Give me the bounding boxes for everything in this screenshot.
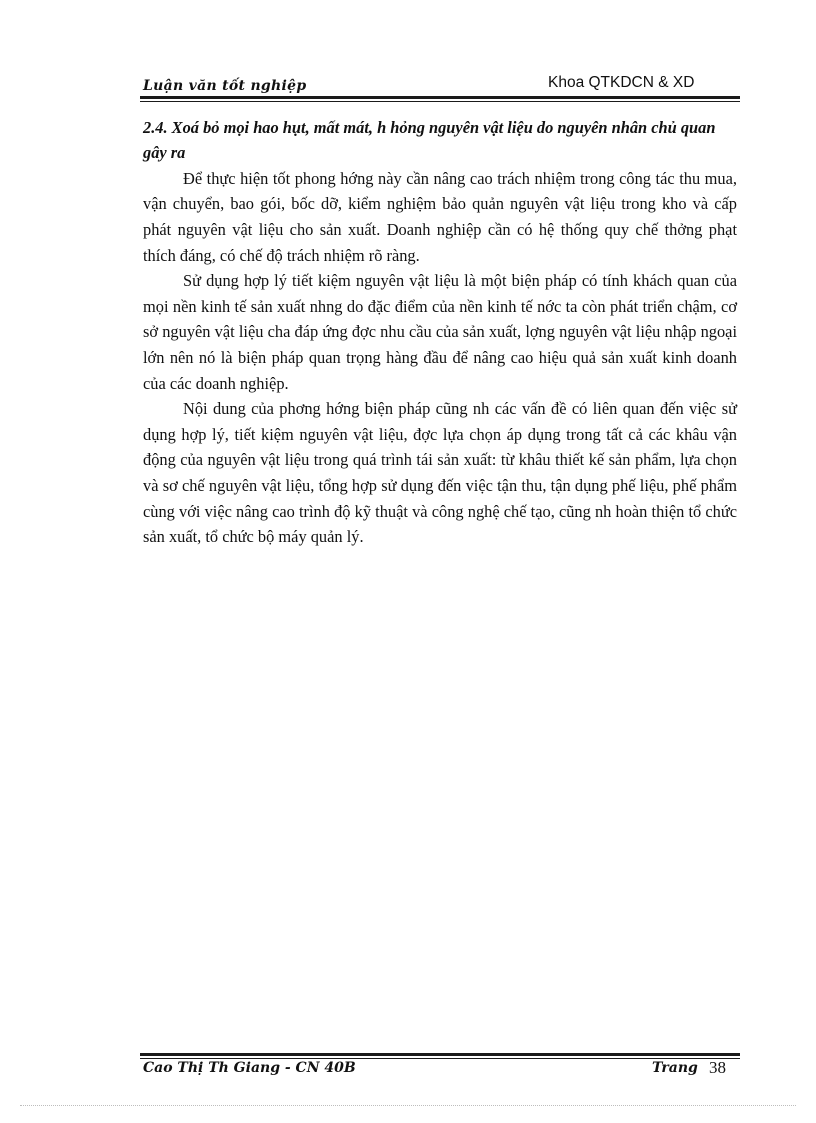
section-title: 2.4. Xoá bỏ mọi hao hụt, mất mát, h hỏng nguyên vật liệu do nguyên nhân chủ quan gây ra: [143, 118, 716, 163]
page-bottom-divider: [20, 1105, 796, 1106]
footer-page-label: Trang: [652, 1060, 698, 1076]
footer-rule-thick: [140, 1053, 740, 1056]
header-thesis-label: Luận văn tốt nghiệp: [143, 78, 307, 94]
header-rule-thick: [140, 96, 740, 99]
header-rule-thin: [140, 101, 740, 102]
document-body: [143, 115, 737, 550]
footer-page-number: 38: [709, 1058, 726, 1077]
header-faculty-label: Khoa QTKDCN & XD: [548, 74, 695, 91]
footer-rule-thin: [140, 1058, 740, 1059]
footer-author: Cao Thị Th Giang - CN 40B: [143, 1060, 356, 1076]
paragraph-1: Để thực hiện tốt phong hớng này cần nâng cao trách nhiệm trong công tác thu mua, vận chuyển, bao gói, bốc dỡ, kiểm nghiệm bảo quản nguyên vật liệu trong kho và cấp phát nguyên vật liệu cho sản xuất. Doanh nghiệp cần có hệ thống quy chế thởng phạt thích đáng, có chế độ trách nhiệm rõ ràng.: [143, 168, 737, 265]
paragraph-3: Nội dung của phơng hớng biện pháp cũng nh các vấn đề có liên quan đến việc sử dụng hợp lý, tiết kiệm nguyên vật liệu, đợc lựa chọn áp dụng trong tất cả các khâu vận động của nguyên vật liệu trong quá trình tái sản xuất: từ khâu thiết kế sản phẩm, lựa chọn và sơ chế nguyên vật liệu, tổng hợp sử dụng đến việc tận thu, tận dụng phế liệu, phế phẩm cùng với việc nâng cao trình độ kỹ thuật và công nghệ chế tạo, cũng nh hoàn thiện tổ chức sản xuất, tổ chức bộ máy quản lý.: [143, 399, 737, 547]
paragraph-2: Sử dụng hợp lý tiết kiệm nguyên vật liệu là một biện pháp có tính khách quan của mọi nền kinh tế sản xuất nhng do đặc điểm của nền kinh tế nớc ta còn phát triển chậm, cơ sở nguyên vật liệu cha đáp ứng đợc nhu cầu của sản xuất, lợng nguyên vật liệu nhập ngoại lớn nên nó là biện pháp quan trọng hàng đầu để nâng cao hiệu quả sản xuất kinh doanh của các doanh nghiệp.: [143, 271, 737, 393]
